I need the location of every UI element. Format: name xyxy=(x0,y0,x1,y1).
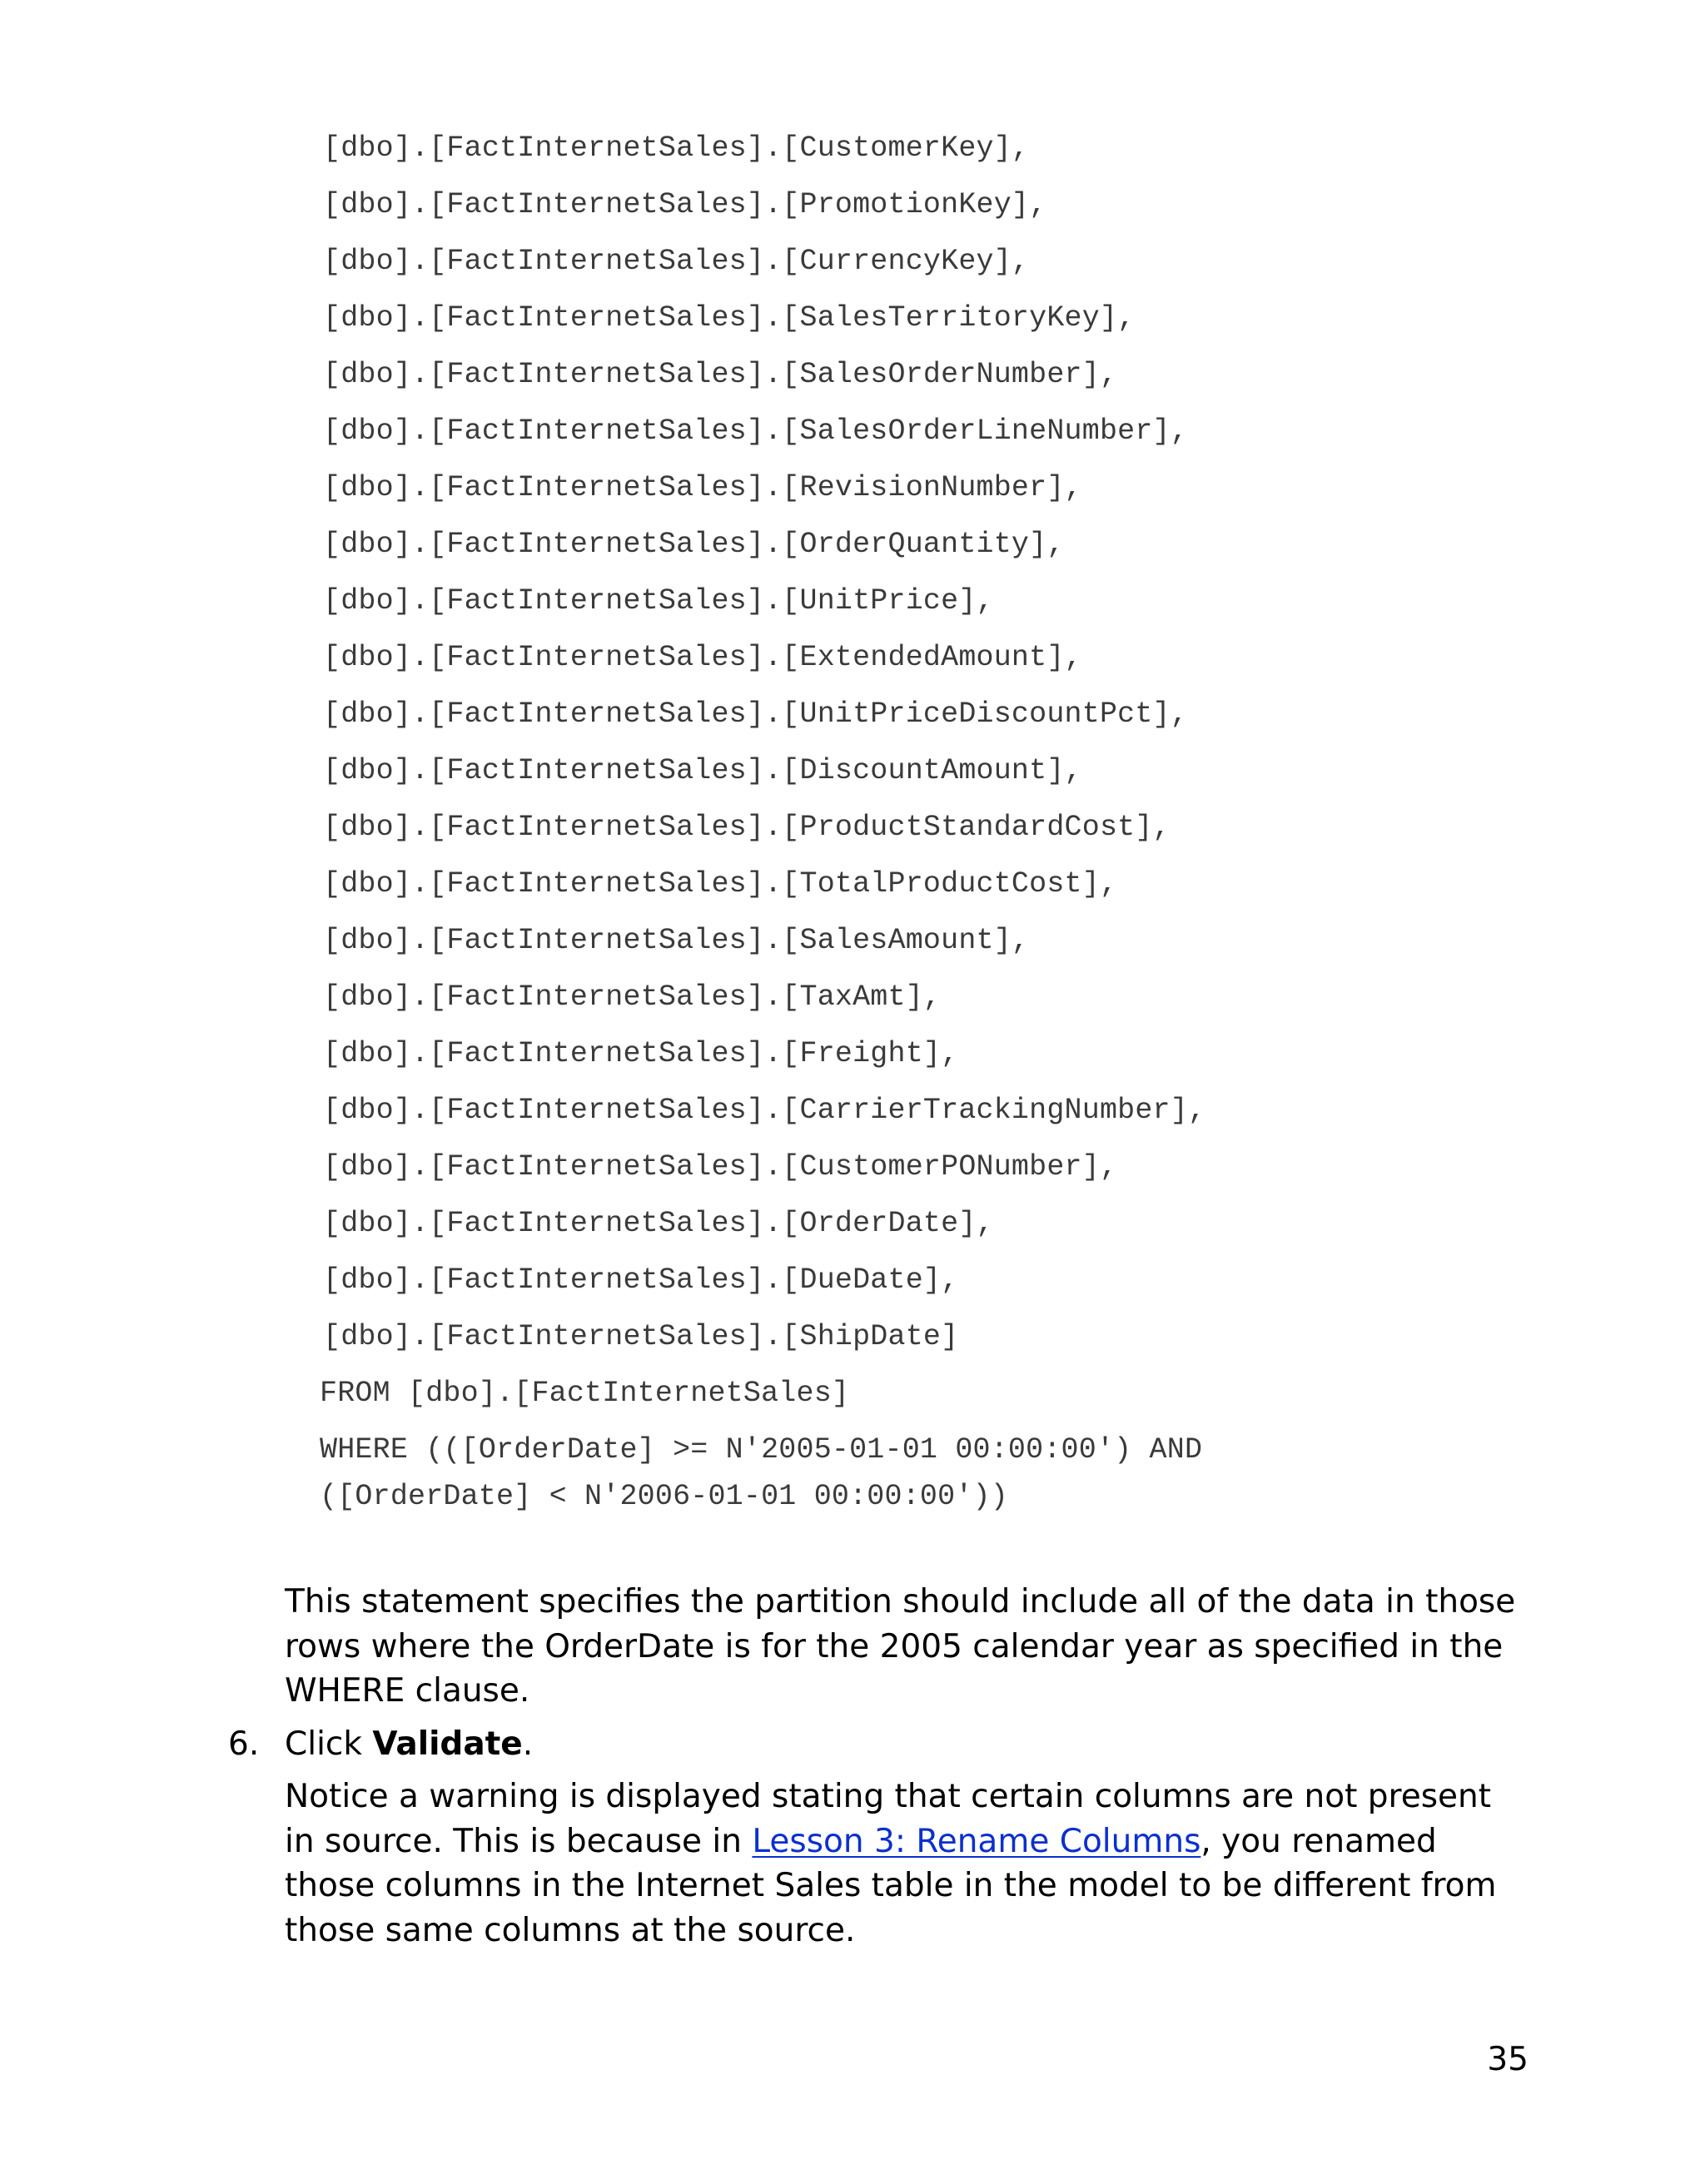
code-line-order-quantity: [dbo].[FactInternetSales].[OrderQuantity], xyxy=(323,528,1065,561)
validate-command: Validate xyxy=(372,1725,523,1763)
code-line-order-date: [dbo].[FactInternetSales].[OrderDate], xyxy=(323,1207,994,1240)
step-6 xyxy=(228,1722,1517,1953)
code-line-carrier-tracking-number: [dbo].[FactInternetSales].[CarrierTrackingNumber], xyxy=(323,1094,1206,1127)
sql-code-block xyxy=(320,127,1652,1523)
code-line-promotion-key: [dbo].[FactInternetSales].[PromotionKey], xyxy=(323,188,1047,221)
code-line-tax-amt: [dbo].[FactInternetSales].[TaxAmt], xyxy=(323,980,942,1014)
code-line-customer-key: [dbo].[FactInternetSales].[CustomerKey], xyxy=(323,132,1030,165)
code-line-currency-key: [dbo].[FactInternetSales].[CurrencyKey], xyxy=(323,245,1030,278)
note-after-link: , you renamed those columns in the Internet Sales table in the model to be different from those same columns at the source. xyxy=(285,1822,1497,1949)
step-prefix: Click xyxy=(285,1725,373,1763)
code-line-discount-amount: [dbo].[FactInternetSales].[DiscountAmount], xyxy=(323,754,1082,787)
code-line-freight: [dbo].[FactInternetSales].[Freight], xyxy=(323,1037,959,1070)
code-line-sales-order-number: [dbo].[FactInternetSales].[SalesOrderNumber], xyxy=(323,358,1118,391)
note-before-link: Notice a warning is displayed stating that certain columns are not present in source. This is because in xyxy=(285,1778,1492,1860)
code-line-from-clause: FROM [dbo].[FactInternetSales] xyxy=(320,1377,850,1410)
code-line-sales-order-line-number: [dbo].[FactInternetSales].[SalesOrderLineNumber], xyxy=(323,414,1188,448)
code-line-total-product-cost: [dbo].[FactInternetSales].[TotalProductCost], xyxy=(323,867,1118,901)
step-suffix: . xyxy=(522,1725,534,1763)
code-line-sales-territory-key: [dbo].[FactInternetSales].[SalesTerritoryKey], xyxy=(323,301,1136,335)
code-line-revision-number: [dbo].[FactInternetSales].[RevisionNumber], xyxy=(323,471,1082,504)
page-number: 35 xyxy=(1487,2041,1529,2078)
lesson-3-rename-columns-link[interactable]: Lesson 3: Rename Columns xyxy=(752,1822,1201,1860)
code-line-unit-price: [dbo].[FactInternetSales].[UnitPrice], xyxy=(323,584,994,618)
code-line-where-clause-1: WHERE (([OrderDate] >= N'2005-01-01 00:00:00') AND xyxy=(320,1433,1203,1467)
code-line-product-standard-cost: [dbo].[FactInternetSales].[ProductStandardCost], xyxy=(323,811,1171,844)
code-line-extended-amount: [dbo].[FactInternetSales].[ExtendedAmount], xyxy=(323,641,1082,674)
step-number: 6. xyxy=(228,1725,260,1763)
code-line-where-clause-2: ([OrderDate] < N'2006-01-01 00:00:00')) xyxy=(320,1480,1008,1513)
statement-explanation: This statement specifies the partition should include all of the data in those rows where the OrderDate is for the 2005 calendar year as specified in the WHERE clause. xyxy=(285,1583,1516,1710)
step-instruction xyxy=(285,1722,1517,1767)
code-line-due-date: [dbo].[FactInternetSales].[DueDate], xyxy=(323,1263,959,1297)
body-text xyxy=(228,1580,1517,1953)
code-line-unit-price-discount-pct: [dbo].[FactInternetSales].[UnitPriceDiscountPct], xyxy=(323,697,1188,731)
code-line-ship-date: [dbo].[FactInternetSales].[ShipDate] xyxy=(323,1320,959,1353)
warning-note xyxy=(285,1774,1517,1953)
code-line-sales-amount: [dbo].[FactInternetSales].[SalesAmount], xyxy=(323,924,1030,957)
code-line-customer-po-number: [dbo].[FactInternetSales].[CustomerPONumber], xyxy=(323,1150,1118,1184)
